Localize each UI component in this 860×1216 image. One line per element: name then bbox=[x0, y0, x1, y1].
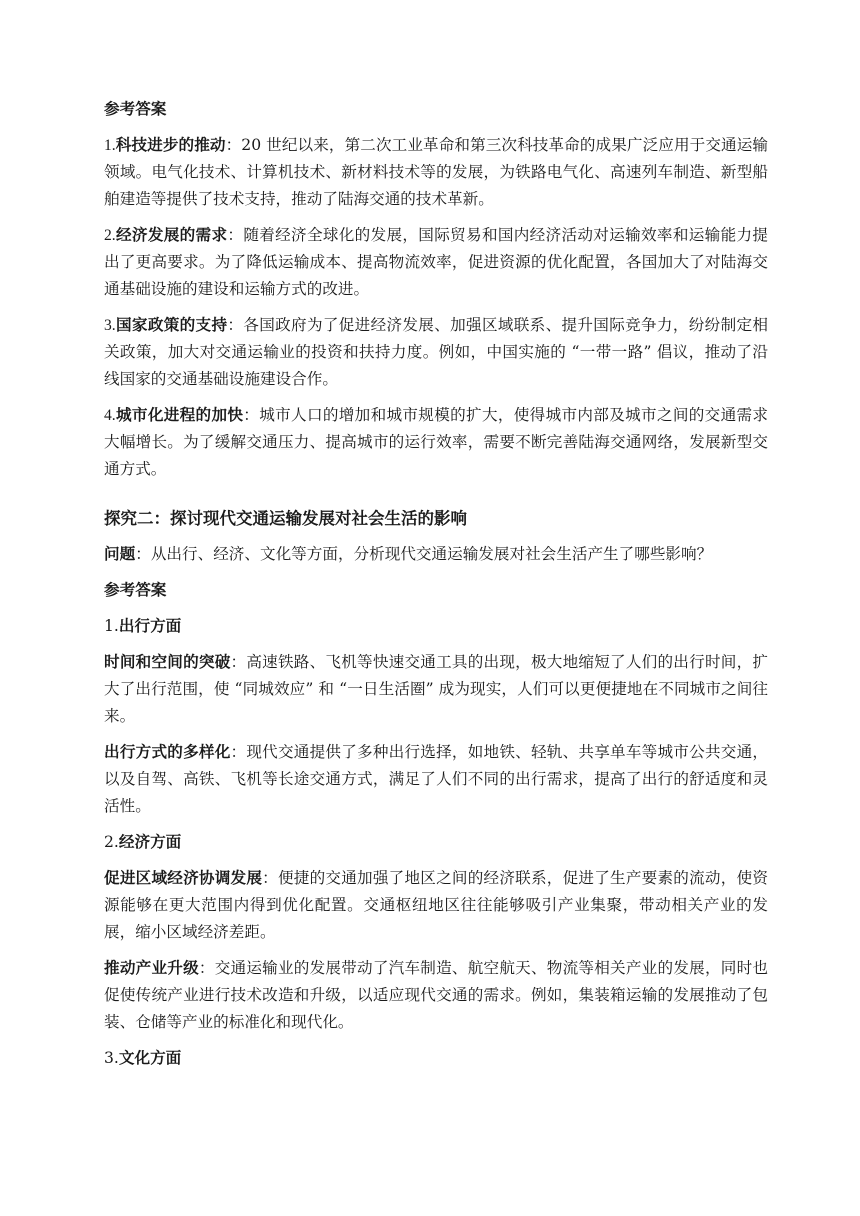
item-text: 便捷的交通加强了地区之间的经济联系，促进了生产要素的流动，使资源能够在更大范围内得到优化配置。交通枢纽地区往往能够吸引产业集聚，带动相关产业的发展，缩小区域经济差距。 bbox=[104, 869, 768, 941]
item-separator: ： bbox=[262, 869, 278, 887]
section-heading-economy bbox=[104, 829, 768, 856]
section-title: 经济方面 bbox=[118, 833, 182, 851]
section-title: 出行方面 bbox=[118, 617, 182, 635]
answer-item-3 bbox=[104, 312, 768, 393]
section-number: 2. bbox=[104, 833, 119, 851]
question bbox=[104, 541, 768, 568]
item-text: 高速铁路、飞机等快速交通工具的出现，极大地缩短了人们的出行时间，扩大了出行范围，使 “同城效应” 和 “一日生活圈” 成为现实，人们可以更便捷地在不同城市之间往来。 bbox=[104, 653, 768, 725]
item-title: 城市化进程的加快 bbox=[115, 406, 244, 424]
travel-item-1 bbox=[104, 649, 768, 730]
answer-heading-2: 参考答案 bbox=[104, 581, 167, 599]
travel-item-2 bbox=[104, 739, 768, 820]
economy-item-2 bbox=[104, 955, 768, 1036]
item-separator: ： bbox=[227, 316, 244, 334]
item-separator: ： bbox=[198, 959, 215, 977]
item-title: 科技进步的推动 bbox=[115, 136, 226, 154]
answer-item-1 bbox=[104, 132, 768, 213]
item-title: 促进区域经济协调发展 bbox=[104, 869, 263, 887]
section-title: 文化方面 bbox=[118, 1049, 182, 1067]
item-text: 现代交通提供了多种出行选择，如地铁、轻轨、共享单车等城市公共交通，以及自驾、高铁、飞机等长途交通方式，满足了人们不同的出行需求，提高了出行的舒适度和灵活性。 bbox=[104, 743, 768, 815]
item-title: 推动产业升级 bbox=[104, 959, 199, 977]
question-label: 问题 bbox=[104, 545, 136, 563]
item-title: 国家政策的支持 bbox=[115, 316, 228, 334]
item-title: 出行方式的多样化 bbox=[104, 743, 231, 761]
document-page bbox=[104, 96, 768, 1081]
item-number: 1. bbox=[104, 137, 116, 154]
section-number: 1. bbox=[104, 617, 119, 635]
item-text: 城市人口的增加和城市规模的扩大，使得城市内部及城市之间的交通需求大幅增长。为了缓解交通压力、提高城市的运行效率，需要不断完善陆海交通网络，发展新型交通方式。 bbox=[104, 406, 768, 478]
section-heading-culture bbox=[104, 1045, 768, 1072]
economy-item-1 bbox=[104, 865, 768, 946]
answer-heading: 参考答案 bbox=[104, 100, 167, 118]
item-text: 各国政府为了促进经济发展、加强区域联系、提升国际竞争力，纷纷制定相关政策，加大对交通运输业的投资和扶持力度。例如，中国实施的 “一带一路” 倡议，推动了沿线国家的交通基础设施建设合作。 bbox=[104, 316, 768, 388]
item-separator: ： bbox=[230, 743, 247, 761]
answer-item-4 bbox=[104, 402, 768, 483]
question-text: 从出行、经济、文化等方面，分析现代交通运输发展对社会生活产生了哪些影响？ bbox=[150, 545, 713, 563]
answer-item-2 bbox=[104, 222, 768, 303]
item-text: 交通运输业的发展带动了汽车制造、航空航天、物流等相关产业的发展，同时也促使传统产业进行技术改造和升级，以适应现代交通的需求。例如，集装箱运输的发展推动了包装、仓储等产业的标准化和现代化。 bbox=[104, 959, 768, 1031]
question-separator: ： bbox=[135, 545, 151, 563]
section-number: 3. bbox=[104, 1049, 119, 1067]
section-heading-travel bbox=[104, 613, 768, 640]
item-separator: ： bbox=[243, 406, 260, 424]
item-number: 3. bbox=[104, 317, 116, 334]
item-number: 2. bbox=[104, 227, 116, 244]
item-separator: ： bbox=[230, 653, 247, 671]
item-separator: ： bbox=[227, 226, 244, 244]
item-title: 经济发展的需求 bbox=[115, 226, 228, 244]
inquiry-heading: 探究二：探讨现代交通运输发展对社会生活的影响 bbox=[104, 509, 467, 528]
item-text: 随着经济全球化的发展，国际贸易和国内经济活动对运输效率和运输能力提出了更高要求。为了降低运输成本、提高物流效率，促进资源的优化配置，各国加大了对陆海交通基础设施的建设和运输方式的改进。 bbox=[104, 226, 768, 298]
item-separator: ： bbox=[225, 136, 242, 154]
item-title: 时间和空间的突破 bbox=[104, 653, 231, 671]
item-text: 20 世纪以来，第二次工业革命和第三次科技革命的成果广泛应用于交通运输领域。电气化技术、计算机技术、新材料技术等的发展，为铁路电气化、高速列车制造、新型船舶建造等提供了技术支持，推动了陆海交通的技术革新。 bbox=[104, 136, 768, 208]
item-number: 4. bbox=[104, 407, 116, 424]
